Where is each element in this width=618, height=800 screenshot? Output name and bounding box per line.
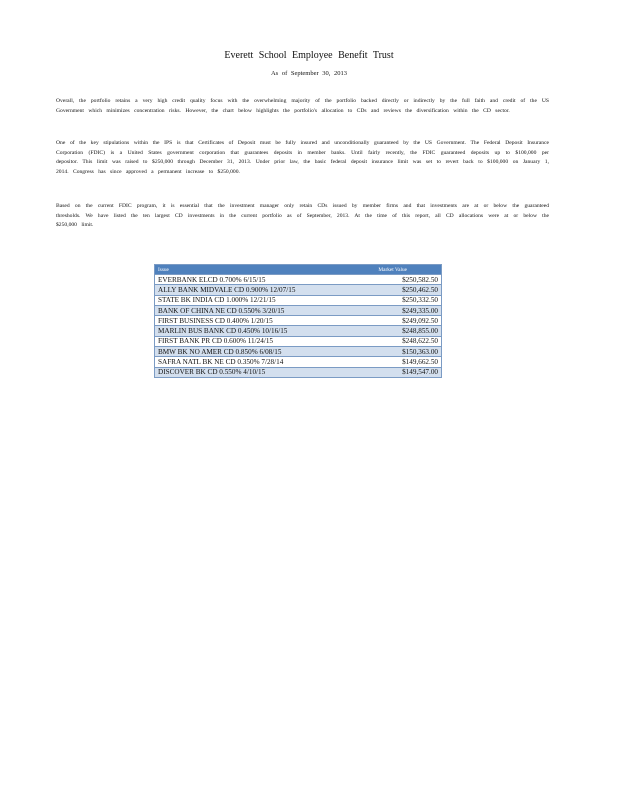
market-value-cell: $250,332.50 <box>351 295 441 305</box>
table-row <box>155 275 442 285</box>
issue-cell: BMW BK NO AMER CD 0.850% 6/08/15 <box>155 347 352 357</box>
market-value-cell: $249,092.50 <box>351 316 441 326</box>
column-header-market-value: Market Value <box>351 265 441 275</box>
table-row <box>155 295 442 305</box>
market-value-cell: $250,462.50 <box>351 285 441 295</box>
issue-cell: DISCOVER BK CD 0.550% 4/10/15 <box>155 367 352 377</box>
market-value-cell: $150,363.00 <box>351 347 441 357</box>
table-row <box>155 305 442 315</box>
issue-cell: STATE BK INDIA CD 1.000% 12/21/15 <box>155 295 352 305</box>
market-value-cell: $149,662.50 <box>351 357 441 367</box>
table-row <box>155 326 442 336</box>
table-header-row <box>155 265 442 275</box>
issue-cell: FIRST BUSINESS CD 0.400% 1/20/15 <box>155 316 352 326</box>
market-value-cell: $248,855.00 <box>351 326 441 336</box>
issue-cell: ALLY BANK MIDVALE CD 0.900% 12/07/15 <box>155 285 352 295</box>
report-date: As of September 30, 2013 <box>270 70 348 77</box>
issue-cell: MARLIN BUS BANK CD 0.450% 10/16/15 <box>155 326 352 336</box>
paragraph-fdic: One of the key stipulations within the IPS is that Certificates of Deposit must be fully insured and unconditionally guaranteed by the US Government. The Federal Deposit Insurance Corporation (FDIC) is a United States government corporation that guarantees deposits in member banks. Until fairly recently, the FDIC guaranteed deposits up to $100,000 per depositor. This limit was raised to $250,000 through December 31, 2013. Under prior law, the basic federal deposit insurance limit was set to revert back to $100,000 on January 1, 2014. Congress has since approved a permanent increase to $250,000. <box>56 140 549 175</box>
table-row <box>155 357 442 367</box>
table-row <box>155 285 442 295</box>
issue-cell: BANK OF CHINA NE CD 0.550% 3/20/15 <box>155 305 352 315</box>
market-value-cell: $149,547.00 <box>351 367 441 377</box>
market-value-cell: $248,622.50 <box>351 336 441 346</box>
issue-cell: EVERBANK ELCD 0.700% 6/15/15 <box>155 275 352 285</box>
document-title: Everett School Employee Benefit Trust <box>224 50 394 61</box>
cd-holdings-table <box>154 264 442 378</box>
paragraph-holdings: Based on the current FDIC program, it is essential that the investment manager only retain CDs issued by member firms and that investments are at or below the guaranteed thresholds. We have listed the ten largest CD investments in the current portfolio as of September, 2013. At the time of this report, all CD allocations were at or below the $250,000 limit. <box>56 203 549 229</box>
table-row <box>155 336 442 346</box>
issue-cell: FIRST BANK PR CD 0.600% 11/24/15 <box>155 336 352 346</box>
issue-cell: SAFRA NATL BK NE CD 0.350% 7/28/14 <box>155 357 352 367</box>
paragraph-overview: Overall, the portfolio retains a very high credit quality focus with the overwhelming majority of the portfolio backed directly or indirectly by the full faith and credit of the US Government which minimizes concentration risks. However, the chart below highlights the portfolio's allocation to CDs and reviews the diversification within the CD sector. <box>56 98 549 114</box>
market-value-cell: $250,582.50 <box>351 275 441 285</box>
market-value-cell: $249,335.00 <box>351 305 441 315</box>
table-row <box>155 316 442 326</box>
column-header-issue: Issue <box>155 265 352 275</box>
table-row <box>155 347 442 357</box>
table-row <box>155 367 442 377</box>
